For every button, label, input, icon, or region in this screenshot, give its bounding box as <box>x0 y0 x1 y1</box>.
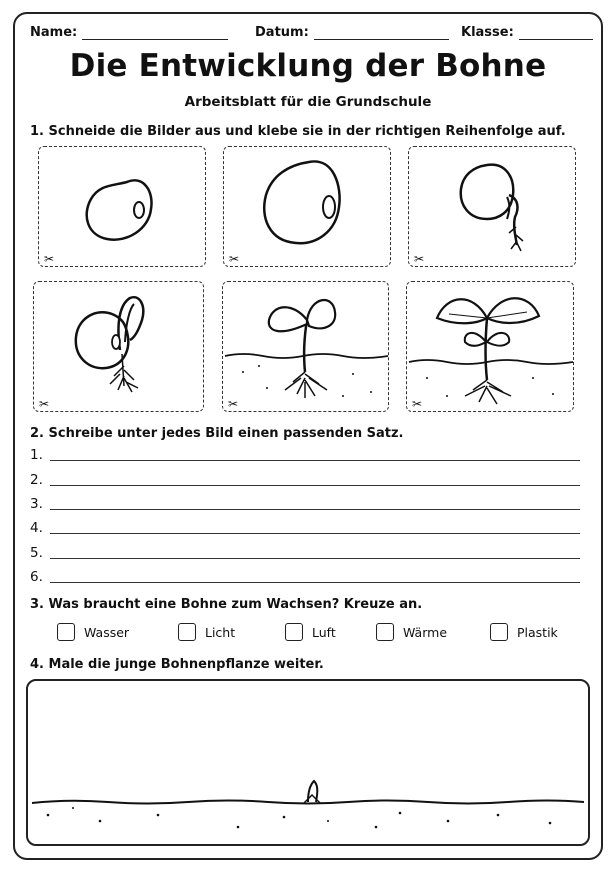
page-subtitle: Arbeitsblatt für die Grundschule <box>184 94 432 110</box>
writing-line-4[interactable] <box>30 518 590 536</box>
drawing-area[interactable] <box>26 679 590 846</box>
writing-line-2[interactable] <box>30 470 590 488</box>
scissors-icon: ✂ <box>44 252 55 266</box>
page-title: Die Entwicklung der Bohne <box>69 48 547 84</box>
task-4-heading: 4. Male die junge Bohnenpflanze weiter. <box>30 657 324 672</box>
option-licht[interactable] <box>178 623 235 641</box>
bean-seedling-in-soil-icon <box>223 282 390 413</box>
cutout-card-3[interactable] <box>408 146 576 267</box>
option-label: Licht <box>205 624 236 640</box>
line-number: 1. <box>30 447 43 463</box>
writing-line-5[interactable] <box>30 543 590 561</box>
class-field[interactable] <box>461 25 593 40</box>
option-label: Luft <box>312 624 336 640</box>
class-label: Klasse: <box>461 25 514 40</box>
line-number: 4. <box>30 520 43 536</box>
date-line[interactable] <box>314 26 449 40</box>
name-field[interactable] <box>30 25 228 40</box>
task-3-heading: 3. Was braucht eine Bohne zum Wachsen? Kreuze an. <box>30 597 423 612</box>
bean-seed-icon <box>39 147 207 268</box>
option-wasser[interactable] <box>57 623 129 641</box>
line-number: 6. <box>30 569 43 585</box>
date-label: Datum: <box>255 25 309 40</box>
class-line[interactable] <box>519 26 593 40</box>
task-1-heading: 1. Schneide die Bilder aus und klebe sie in der richtigen Reihenfolge auf. <box>30 124 566 139</box>
cutout-card-2[interactable] <box>223 146 391 267</box>
bean-shoot-emerging-icon <box>34 282 205 413</box>
option-plastik[interactable] <box>490 623 558 641</box>
name-label: Name: <box>30 25 78 40</box>
option-label: Wärme <box>403 624 448 640</box>
writing-line-3[interactable] <box>30 494 590 512</box>
swollen-bean-icon <box>224 147 392 268</box>
cutout-card-4[interactable] <box>33 281 204 412</box>
cutout-card-6[interactable] <box>406 281 574 412</box>
writing-line-1[interactable] <box>30 445 590 463</box>
checkbox[interactable] <box>57 623 75 641</box>
checkbox[interactable] <box>490 623 508 641</box>
scissors-icon: ✂ <box>414 252 425 266</box>
scissors-icon: ✂ <box>229 252 240 266</box>
name-line[interactable] <box>82 26 228 40</box>
option-label: Wasser <box>84 624 130 640</box>
date-field[interactable] <box>255 25 449 40</box>
checkbox[interactable] <box>178 623 196 641</box>
option-luft[interactable] <box>285 623 336 641</box>
cutout-card-1[interactable] <box>38 146 206 267</box>
cutout-card-5[interactable] <box>222 281 389 412</box>
scissors-icon: ✂ <box>412 397 423 411</box>
line-number: 3. <box>30 496 43 512</box>
germinating-bean-root-icon <box>409 147 577 268</box>
option-label: Plastik <box>517 624 558 640</box>
line-number: 5. <box>30 545 43 561</box>
writing-line-6[interactable] <box>30 567 590 585</box>
young-bean-plant-leaves-icon <box>407 282 575 413</box>
scissors-icon: ✂ <box>39 397 50 411</box>
checkbox[interactable] <box>285 623 303 641</box>
option-waerme[interactable] <box>376 623 447 641</box>
task-2-heading: 2. Schreibe unter jedes Bild einen passenden Satz. <box>30 426 404 441</box>
line-number: 2. <box>30 472 43 488</box>
checkbox[interactable] <box>376 623 394 641</box>
scissors-icon: ✂ <box>228 397 239 411</box>
sprout-in-soil-icon <box>28 681 588 844</box>
